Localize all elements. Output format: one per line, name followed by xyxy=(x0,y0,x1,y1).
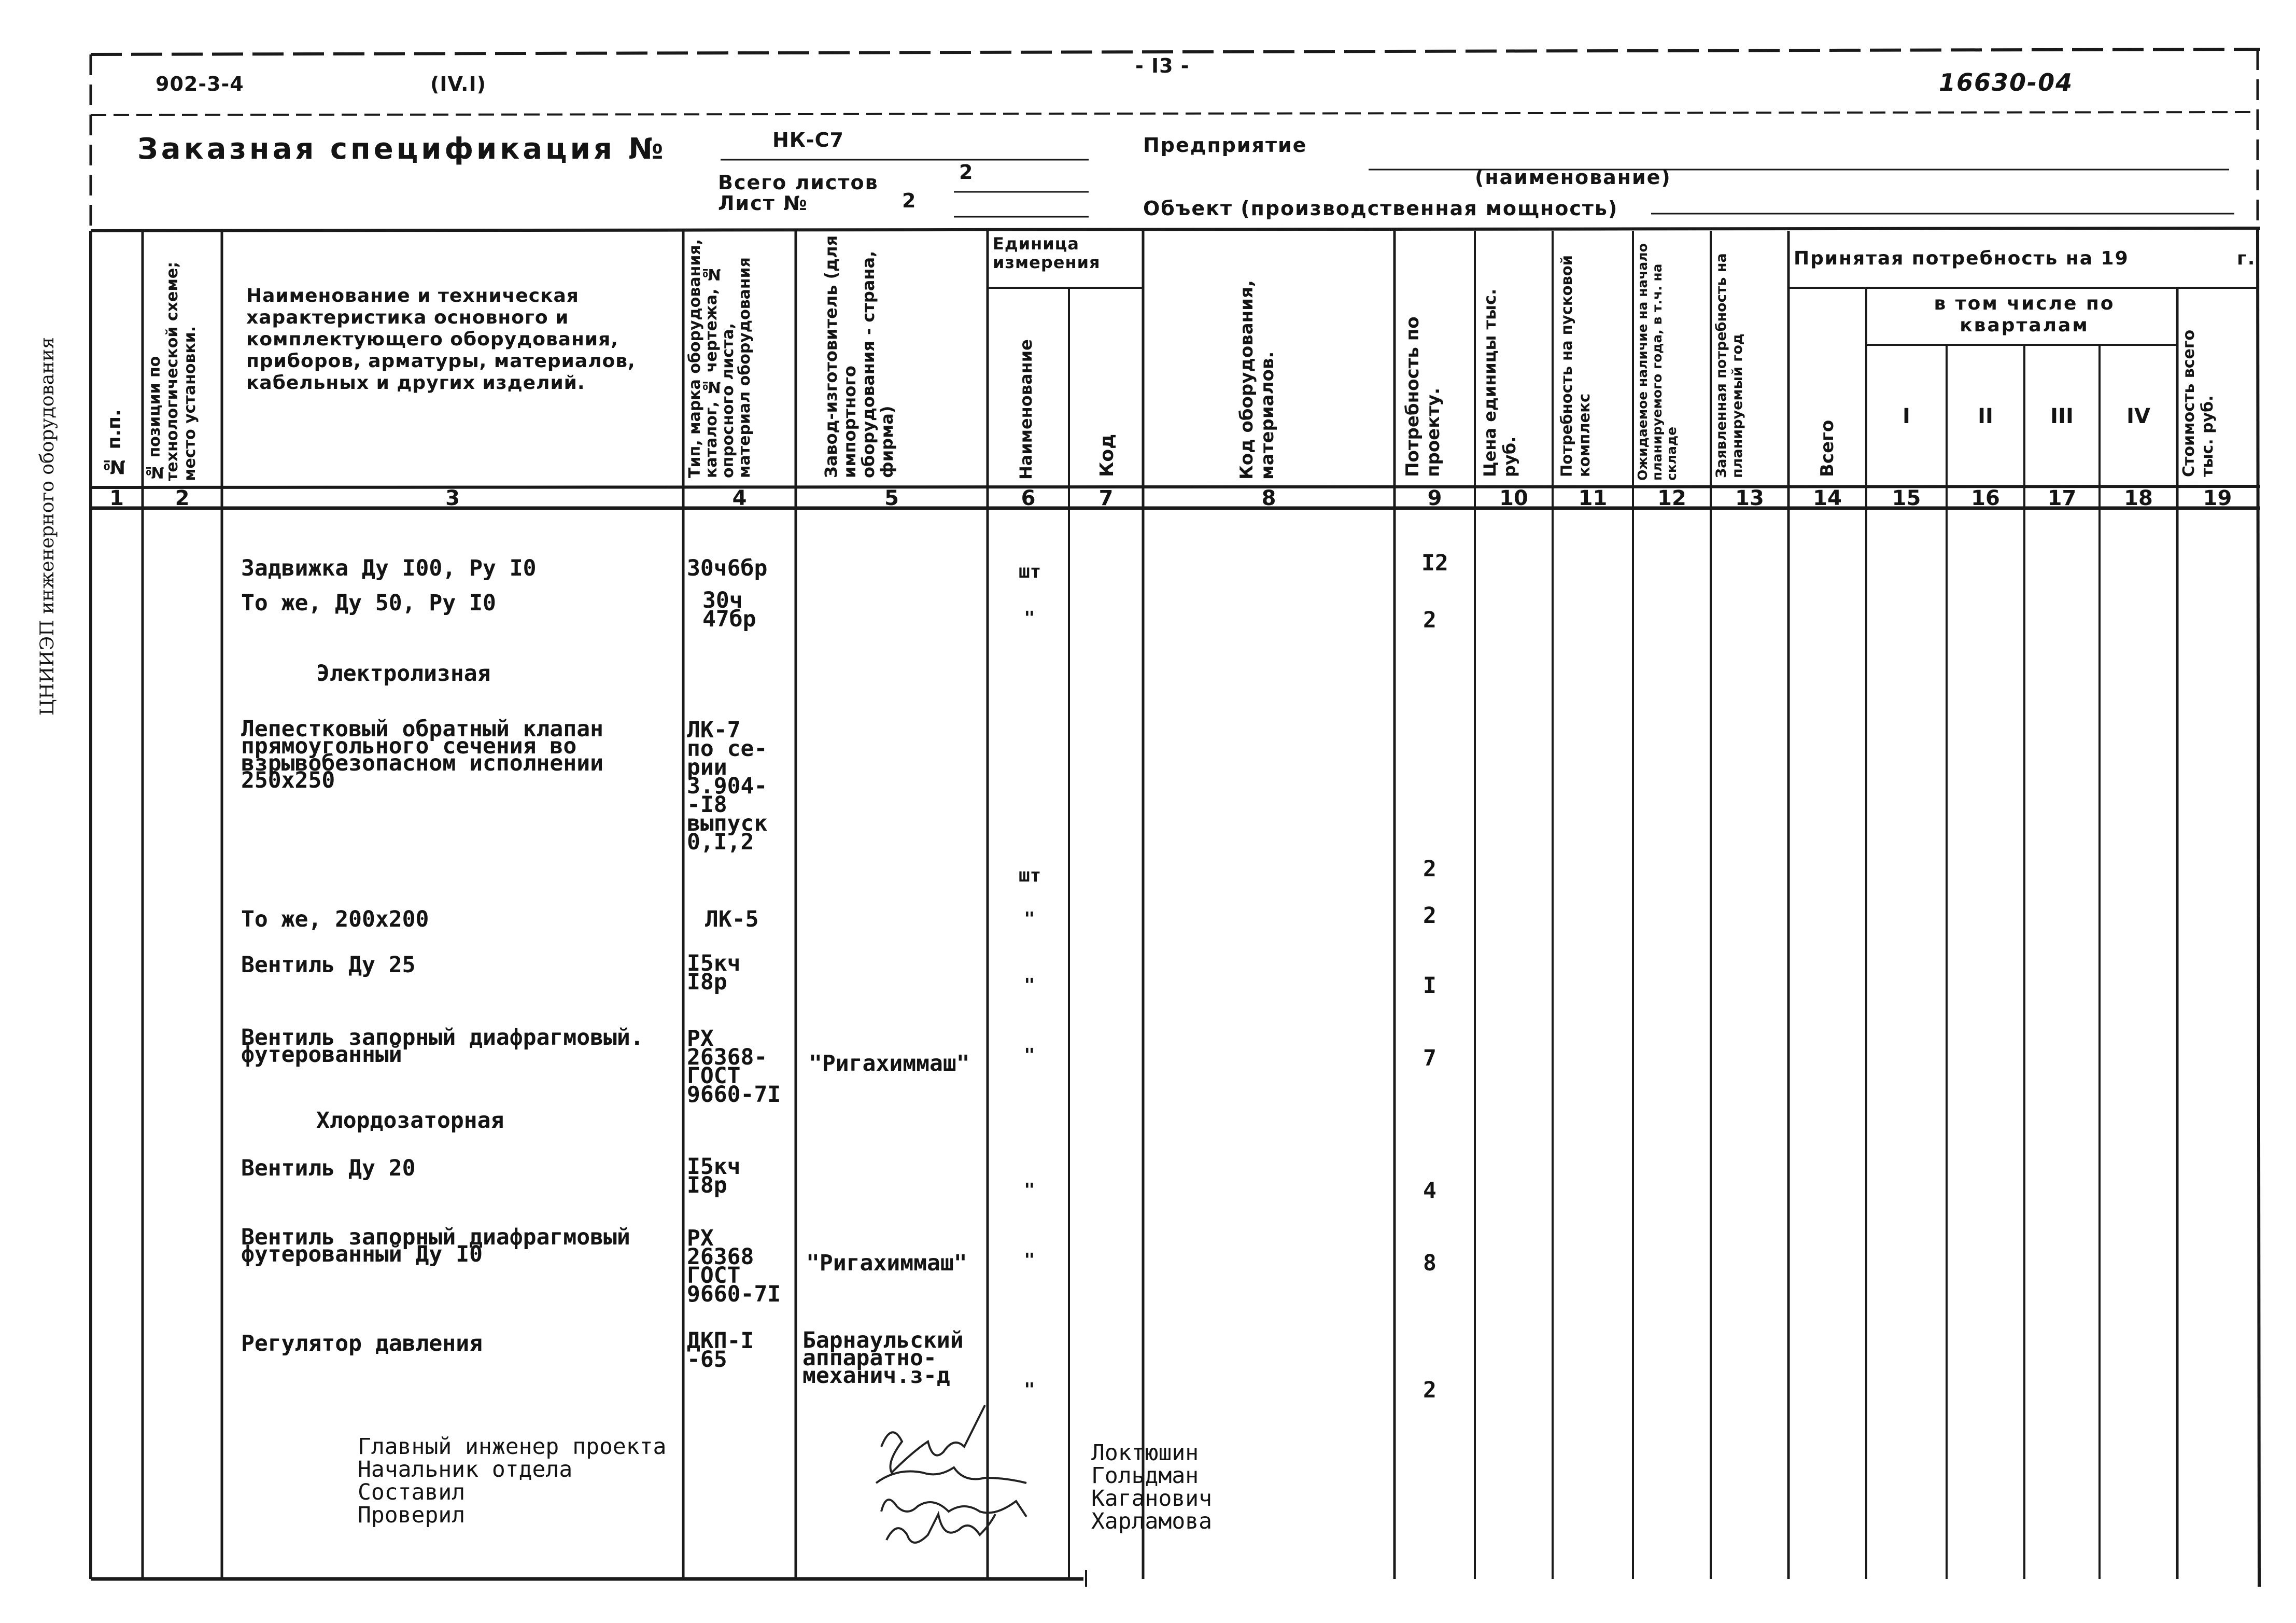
col-header-16: II xyxy=(1978,404,1993,428)
col-header-6: Наименование xyxy=(1016,339,1036,480)
row-type: ДКП-I -65 xyxy=(687,1328,754,1373)
row-qty: I2 xyxy=(1421,550,1448,576)
col-number: 19 xyxy=(2203,486,2232,510)
col-number: 8 xyxy=(1261,486,1276,510)
row-unit: шт xyxy=(1019,561,1041,582)
col-header-10: Цена единицы тыс. руб. xyxy=(1480,288,1519,477)
row-type: 30ч 47бр xyxy=(702,587,756,632)
signature-scribbles xyxy=(876,1405,1026,1543)
unit-group-header: Единица измерения xyxy=(993,234,1101,272)
side-note: ЦНИИЭП инженерного оборудования xyxy=(37,337,58,716)
col-number: 15 xyxy=(1892,486,1921,510)
row-type: РХ 26368 ГОСТ 9660-7I xyxy=(687,1225,781,1307)
col-number: 11 xyxy=(1578,486,1608,510)
col-number: 14 xyxy=(1813,486,1842,510)
row-name: То же, 200х200 xyxy=(241,906,429,932)
row-name: То же, Ду 50, Ру I0 xyxy=(241,590,496,616)
row-qty: 7 xyxy=(1423,1045,1436,1071)
row-name: Задвижка Ду I00, Ру I0 xyxy=(241,555,537,581)
doc-code: 902-3-4 xyxy=(156,73,244,95)
col-number: 13 xyxy=(1735,486,1764,510)
row-qty: 2 xyxy=(1423,903,1436,929)
row-unit: " xyxy=(1024,908,1035,930)
row-qty: 2 xyxy=(1423,856,1436,882)
row-type: 30ч6бр xyxy=(687,555,768,581)
quarters-group-header: в том числе по кварталам xyxy=(1934,293,2115,336)
col-number: 18 xyxy=(2124,486,2153,510)
row-name: Вентиль запорный диафрагмовый. футерованный xyxy=(241,1025,644,1068)
col-header-5: Завод-изготовитель (для импортного оборудования - страна, фирма) xyxy=(821,235,897,478)
row-maker: Барнаульский аппаратно- механич.з-д xyxy=(802,1327,964,1389)
col-header-8: Код оборудования, материалов. xyxy=(1236,280,1278,480)
row-unit: " xyxy=(1024,975,1035,996)
row-unit: " xyxy=(1024,1045,1035,1066)
col-number: 9 xyxy=(1427,486,1442,510)
signature-role: Главный инженер проекта xyxy=(358,1434,667,1460)
col-number: 16 xyxy=(1971,486,2000,510)
signature-role: Начальник отдела xyxy=(358,1457,573,1482)
object-label: Объект (производственная мощность) xyxy=(1143,197,1618,220)
row-type: I5кч I8р xyxy=(687,1154,741,1198)
row-name: Вентиль Ду 25 xyxy=(241,952,416,978)
col-header-2: № позиции по технологической схеме; место установки. xyxy=(146,261,199,481)
row-type: I5кч I8р xyxy=(687,950,741,995)
signature-name: Локтюшин xyxy=(1091,1440,1199,1466)
col-number: 12 xyxy=(1657,486,1686,510)
accepted-year-suffix: г. xyxy=(2237,248,2256,269)
col-number: 7 xyxy=(1098,486,1114,510)
col-number: 1 xyxy=(109,486,124,510)
row-qty: 2 xyxy=(1423,1377,1436,1403)
row-maker: "Ригахиммаш" xyxy=(806,1250,967,1276)
col-header-18: IV xyxy=(2126,404,2150,428)
row-qty: 2 xyxy=(1423,607,1436,633)
row-type: РХ 26368- ГОСТ 9660-7I xyxy=(687,1026,781,1108)
col-header-14: Всего xyxy=(1817,419,1838,477)
row-qty: 4 xyxy=(1423,1178,1436,1204)
signature-name: Харламова xyxy=(1091,1508,1212,1534)
col-header-13: Заявленная потребность на планируемый год xyxy=(1713,253,1745,478)
row-qty: 8 xyxy=(1423,1250,1436,1276)
col-header-7: Код xyxy=(1096,433,1118,477)
row-qty: I xyxy=(1423,973,1436,999)
col-header-9: Потребность по проекту. xyxy=(1402,316,1444,477)
row-type: ЛК-7 по се- рии 3.904- -I8 выпуск 0,I,2 xyxy=(687,717,768,855)
col-number: 5 xyxy=(884,486,899,510)
section-heading: Хлордозаторная xyxy=(316,1108,504,1134)
col-header-19: Стоимость всего тыс. руб. xyxy=(2180,329,2217,477)
sheets-total: 2 xyxy=(959,161,974,184)
section-heading: Электролизная xyxy=(316,661,491,687)
spec-title: Заказная спецификация № xyxy=(137,132,667,166)
col-header-3: Наименование и техническая характеристика основного и комплектующего оборудования, приборов, арматуры, материалов, кабельных и других изделий. xyxy=(246,285,636,394)
row-name: Регулятор давления xyxy=(241,1331,483,1356)
col-number: 6 xyxy=(1021,486,1036,510)
signature-role: Проверил xyxy=(358,1502,466,1528)
col-number: 4 xyxy=(732,486,747,510)
row-type: ЛК-5 xyxy=(705,906,759,932)
col-header-1: № п.п. xyxy=(104,409,125,477)
col-number: 10 xyxy=(1499,486,1528,510)
sheets-total-label: Всего листов xyxy=(718,171,879,194)
enterprise-hint: (наименование) xyxy=(1475,166,1671,189)
col-number: 2 xyxy=(175,486,190,510)
sheet-label: Лист № xyxy=(718,192,808,215)
row-maker: "Ригахиммаш" xyxy=(809,1051,970,1076)
page-number: - I3 - xyxy=(1135,54,1190,77)
row-name: Вентиль запорный диафрагмовый футерованный Ду I0 xyxy=(241,1224,630,1267)
row-unit: " xyxy=(1024,608,1035,629)
sheet-number: 2 xyxy=(902,189,917,212)
col-header-11: Потребность на пусковой комплекс xyxy=(1558,255,1593,477)
signature-role: Составил xyxy=(358,1479,466,1505)
row-unit: шт xyxy=(1019,865,1041,886)
col-number: 17 xyxy=(2047,486,2077,510)
row-unit: " xyxy=(1024,1379,1035,1401)
col-number: 3 xyxy=(445,486,460,510)
section-code: (IV.I) xyxy=(430,73,486,95)
row-name: Лепестковый обратный клапан прямоугольного сечения во взрывобезопасном исполнении 250х250 xyxy=(241,716,603,793)
col-header-17: III xyxy=(2050,404,2074,428)
signature-name: Гольдман xyxy=(1091,1463,1199,1489)
enterprise-label: Предприятие xyxy=(1143,134,1307,157)
col-header-12: Ожидаемое наличие на начало планируемого года, в т.ч. на складе xyxy=(1635,243,1679,481)
col-header-4: Тип, марка оборудования, каталог, № чертежа, № опросного листа, материал оборудования xyxy=(686,239,754,478)
col-header-15: I xyxy=(1903,404,1910,428)
row-name: Вентиль Ду 20 xyxy=(241,1155,416,1181)
ref-number: 16630-04 xyxy=(1939,68,2074,96)
row-unit: " xyxy=(1024,1250,1035,1271)
spec-number: НК-С7 xyxy=(772,129,844,151)
signature-name: Каганович xyxy=(1091,1486,1212,1512)
accepted-header: Принятая потребность на 19 xyxy=(1794,248,2129,269)
row-unit: " xyxy=(1024,1180,1035,1201)
